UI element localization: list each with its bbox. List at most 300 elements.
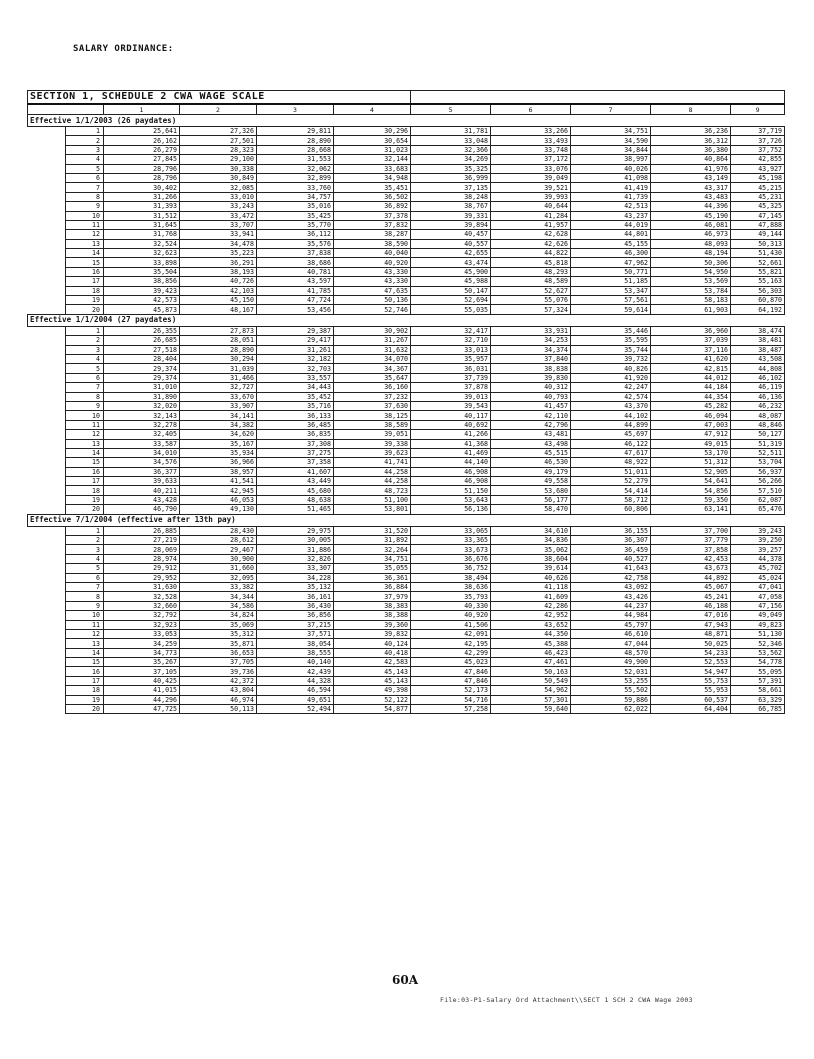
salary-cell: 46,908	[411, 467, 491, 476]
table-row	[28, 364, 785, 373]
salary-cell: 63,329	[731, 695, 785, 704]
salary-cell: 48,293	[491, 267, 571, 276]
salary-cell: 29,975	[257, 526, 334, 535]
salary-cell: 39,051	[334, 430, 411, 439]
salary-cell: 45,024	[731, 573, 785, 582]
table-row	[28, 345, 785, 354]
salary-cell: 46,136	[731, 392, 785, 401]
salary-cell: 46,423	[491, 648, 571, 657]
salary-cell: 43,330	[334, 277, 411, 286]
step-number: 7	[66, 183, 104, 192]
step-number: 12	[66, 230, 104, 239]
salary-cell: 37,116	[651, 345, 731, 354]
salary-cell: 56,303	[731, 286, 785, 295]
table-row	[28, 536, 785, 545]
salary-cell: 42,628	[491, 230, 571, 239]
salary-cell: 46,094	[651, 411, 731, 420]
salary-cell: 36,966	[180, 458, 257, 467]
salary-cell: 45,515	[491, 448, 571, 457]
salary-cell: 47,635	[334, 286, 411, 295]
salary-cell: 40,864	[651, 155, 731, 164]
salary-cell: 54,856	[651, 486, 731, 495]
table-row	[28, 164, 785, 173]
salary-cell: 35,325	[411, 164, 491, 173]
row-lead	[28, 202, 66, 211]
salary-cell: 34,269	[411, 155, 491, 164]
salary-cell: 44,892	[651, 573, 731, 582]
salary-cell: 36,307	[571, 536, 651, 545]
salary-cell: 28,890	[257, 136, 334, 145]
table-row	[28, 239, 785, 248]
salary-cell: 47,044	[571, 639, 651, 648]
salary-cell: 57,324	[491, 305, 571, 314]
salary-cell: 31,466	[180, 373, 257, 382]
salary-cell: 44,019	[571, 220, 651, 229]
salary-cell: 42,945	[180, 486, 257, 495]
step-number: 12	[66, 430, 104, 439]
salary-cell: 43,330	[334, 267, 411, 276]
salary-cell: 55,953	[651, 686, 731, 695]
step-number: 11	[66, 420, 104, 429]
row-lead	[28, 296, 66, 305]
salary-cell: 32,660	[104, 601, 180, 610]
salary-cell: 53,562	[731, 648, 785, 657]
step-number: 5	[66, 564, 104, 573]
table-row	[28, 458, 785, 467]
salary-cell: 34,344	[180, 592, 257, 601]
salary-cell: 45,150	[180, 296, 257, 305]
salary-cell: 51,150	[411, 486, 491, 495]
column-header: 1	[104, 104, 180, 115]
salary-cell: 34,610	[491, 526, 571, 535]
salary-cell: 33,243	[180, 202, 257, 211]
step-number: 1	[66, 127, 104, 136]
row-lead	[28, 127, 66, 136]
salary-cell: 49,558	[491, 477, 571, 486]
table-row	[28, 155, 785, 164]
salary-cell: 35,744	[571, 345, 651, 354]
salary-cell: 32,710	[411, 336, 491, 345]
row-lead	[28, 620, 66, 629]
salary-cell: 35,069	[180, 620, 257, 629]
salary-cell: 48,167	[180, 305, 257, 314]
salary-cell: 35,647	[334, 373, 411, 382]
salary-cell: 33,493	[491, 136, 571, 145]
salary-cell: 36,161	[257, 592, 334, 601]
step-number: 4	[66, 354, 104, 363]
salary-cell: 43,804	[180, 686, 257, 695]
salary-cell: 50,771	[571, 267, 651, 276]
salary-cell: 34,070	[334, 354, 411, 363]
salary-cell: 39,331	[411, 211, 491, 220]
salary-cell: 52,905	[651, 467, 731, 476]
salary-cell: 37,215	[257, 620, 334, 629]
salary-cell: 33,760	[257, 183, 334, 192]
salary-cell: 44,012	[651, 373, 731, 382]
salary-cell: 46,594	[257, 686, 334, 695]
salary-cell: 43,474	[411, 258, 491, 267]
salary-cell: 45,215	[731, 183, 785, 192]
salary-cell: 43,927	[731, 164, 785, 173]
salary-cell: 30,005	[257, 536, 334, 545]
salary-cell: 39,830	[491, 373, 571, 382]
salary-cell: 63,141	[651, 505, 731, 514]
table-row	[28, 277, 785, 286]
salary-cell: 40,026	[571, 164, 651, 173]
row-lead	[28, 629, 66, 638]
salary-cell: 58,470	[491, 505, 571, 514]
salary-cell: 42,583	[334, 658, 411, 667]
salary-cell: 39,521	[491, 183, 571, 192]
salary-cell: 44,296	[104, 695, 180, 704]
salary-cell: 27,326	[180, 127, 257, 136]
section-heading-row	[28, 314, 785, 326]
salary-cell: 57,510	[731, 486, 785, 495]
row-lead	[28, 336, 66, 345]
salary-cell: 52,173	[411, 686, 491, 695]
salary-cell: 34,590	[571, 136, 651, 145]
salary-cell: 41,469	[411, 448, 491, 457]
row-lead	[28, 173, 66, 182]
step-number: 2	[66, 536, 104, 545]
salary-cell: 47,145	[731, 211, 785, 220]
salary-cell: 36,236	[651, 127, 731, 136]
salary-cell: 37,105	[104, 667, 180, 676]
salary-cell: 41,015	[104, 686, 180, 695]
salary-cell: 34,836	[491, 536, 571, 545]
salary-cell: 28,796	[104, 164, 180, 173]
salary-cell: 30,900	[180, 554, 257, 563]
salary-cell: 38,474	[731, 326, 785, 335]
salary-cell: 56,136	[411, 505, 491, 514]
salary-cell: 45,231	[731, 192, 785, 201]
salary-cell: 34,620	[180, 430, 257, 439]
salary-cell: 27,518	[104, 345, 180, 354]
salary-cell: 39,423	[104, 286, 180, 295]
step-number: 14	[66, 448, 104, 457]
salary-cell: 41,368	[411, 439, 491, 448]
table-row	[28, 305, 785, 314]
salary-cell: 46,790	[104, 505, 180, 514]
salary-cell: 32,264	[334, 545, 411, 554]
salary-cell: 55,163	[731, 277, 785, 286]
salary-cell: 45,818	[491, 258, 571, 267]
salary-cell: 47,016	[651, 611, 731, 620]
salary-cell: 49,398	[334, 686, 411, 695]
salary-cell: 40,425	[104, 676, 180, 685]
row-lead	[28, 267, 66, 276]
table-row	[28, 695, 785, 704]
row-lead	[28, 639, 66, 648]
table-row	[28, 136, 785, 145]
row-lead	[28, 686, 66, 695]
step-number: 5	[66, 364, 104, 373]
salary-cell: 31,553	[257, 155, 334, 164]
salary-cell: 42,091	[411, 629, 491, 638]
salary-cell: 31,890	[104, 392, 180, 401]
row-lead	[28, 145, 66, 154]
salary-cell: 25,641	[104, 127, 180, 136]
salary-cell: 42,626	[491, 239, 571, 248]
salary-cell: 45,697	[571, 430, 651, 439]
salary-cell: 31,892	[334, 536, 411, 545]
table-row	[28, 373, 785, 382]
salary-cell: 46,102	[731, 373, 785, 382]
salary-cell: 39,732	[571, 354, 651, 363]
salary-cell: 52,746	[334, 305, 411, 314]
salary-cell: 40,211	[104, 486, 180, 495]
column-header-step	[28, 104, 104, 115]
table-row	[28, 639, 785, 648]
salary-cell: 28,890	[180, 345, 257, 354]
salary-cell: 39,832	[334, 629, 411, 638]
column-header: 3	[257, 104, 334, 115]
step-number: 1	[66, 526, 104, 535]
step-number: 1	[66, 326, 104, 335]
salary-cell: 30,294	[180, 354, 257, 363]
salary-cell: 39,894	[411, 220, 491, 229]
salary-cell: 41,739	[571, 192, 651, 201]
salary-cell: 48,871	[651, 629, 731, 638]
salary-cell: 36,502	[334, 192, 411, 201]
salary-cell: 47,962	[571, 258, 651, 267]
table-row	[28, 286, 785, 295]
salary-cell: 41,620	[651, 354, 731, 363]
salary-cell: 32,417	[411, 326, 491, 335]
salary-cell: 35,770	[257, 220, 334, 229]
salary-cell: 45,325	[731, 202, 785, 211]
salary-cell: 33,748	[491, 145, 571, 154]
salary-cell: 49,015	[651, 439, 731, 448]
salary-cell: 41,506	[411, 620, 491, 629]
salary-cell: 49,144	[731, 230, 785, 239]
salary-cell: 54,641	[651, 477, 731, 486]
salary-cell: 42,299	[411, 648, 491, 657]
salary-cell: 33,010	[180, 192, 257, 201]
row-lead	[28, 611, 66, 620]
salary-cell: 34,773	[104, 648, 180, 657]
salary-cell: 29,811	[257, 127, 334, 136]
salary-cell: 50,306	[651, 258, 731, 267]
salary-cell: 54,962	[491, 686, 571, 695]
salary-cell: 60,870	[731, 296, 785, 305]
salary-cell: 33,382	[180, 582, 257, 591]
salary-cell: 61,903	[651, 305, 731, 314]
row-lead	[28, 495, 66, 504]
table-row	[28, 495, 785, 504]
row-lead	[28, 220, 66, 229]
salary-cell: 29,387	[257, 326, 334, 335]
salary-cell: 31,010	[104, 383, 180, 392]
salary-cell: 39,257	[731, 545, 785, 554]
salary-cell: 45,900	[411, 267, 491, 276]
column-header: 7	[571, 104, 651, 115]
salary-cell: 51,319	[731, 439, 785, 448]
salary-cell: 57,301	[491, 695, 571, 704]
salary-cell: 31,261	[257, 345, 334, 354]
salary-cell: 32,923	[104, 620, 180, 629]
salary-cell: 36,485	[257, 420, 334, 429]
salary-cell: 36,380	[651, 145, 731, 154]
salary-cell: 47,058	[731, 592, 785, 601]
salary-cell: 38,997	[571, 155, 651, 164]
salary-cell: 37,308	[257, 439, 334, 448]
salary-cell: 38,957	[180, 467, 257, 476]
salary-cell: 52,031	[571, 667, 651, 676]
step-number: 19	[66, 495, 104, 504]
salary-cell: 59,886	[571, 695, 651, 704]
salary-cell: 45,198	[731, 173, 785, 182]
step-number: 17	[66, 277, 104, 286]
salary-cell: 47,888	[731, 220, 785, 229]
salary-cell: 38,248	[411, 192, 491, 201]
salary-cell: 44,378	[731, 554, 785, 563]
salary-cell: 47,003	[651, 420, 731, 429]
salary-cell: 43,498	[491, 439, 571, 448]
salary-cell: 55,076	[491, 296, 571, 305]
row-lead	[28, 477, 66, 486]
salary-cell: 30,296	[334, 127, 411, 136]
row-lead	[28, 554, 66, 563]
table-row	[28, 648, 785, 657]
salary-cell: 47,846	[411, 667, 491, 676]
salary-cell: 36,155	[571, 526, 651, 535]
step-number: 17	[66, 477, 104, 486]
salary-cell: 43,652	[491, 620, 571, 629]
row-lead	[28, 258, 66, 267]
salary-cell: 37,700	[651, 526, 731, 535]
salary-cell: 44,350	[491, 629, 571, 638]
salary-cell: 42,103	[180, 286, 257, 295]
salary-cell: 40,920	[411, 611, 491, 620]
salary-cell: 29,467	[180, 545, 257, 554]
salary-cell: 46,908	[411, 477, 491, 486]
salary-cell: 47,617	[571, 448, 651, 457]
salary-cell: 53,680	[491, 486, 571, 495]
salary-cell: 35,223	[180, 249, 257, 258]
salary-cell: 49,179	[491, 467, 571, 476]
salary-cell: 32,524	[104, 239, 180, 248]
salary-cell: 34,757	[257, 192, 334, 201]
salary-cell: 52,511	[731, 448, 785, 457]
salary-cell: 33,307	[257, 564, 334, 573]
salary-cell: 33,013	[411, 345, 491, 354]
salary-cell: 47,912	[651, 430, 731, 439]
salary-cell: 53,784	[651, 286, 731, 295]
salary-cell: 52,122	[334, 695, 411, 704]
salary-cell: 40,312	[491, 383, 571, 392]
salary-cell: 40,124	[334, 639, 411, 648]
step-number: 11	[66, 620, 104, 629]
row-lead	[28, 373, 66, 382]
table-row	[28, 686, 785, 695]
salary-cell: 37,172	[491, 155, 571, 164]
salary-cell: 36,459	[571, 545, 651, 554]
salary-cell: 34,010	[104, 448, 180, 457]
salary-cell: 35,595	[571, 336, 651, 345]
table-row	[28, 326, 785, 335]
step-number: 9	[66, 401, 104, 410]
salary-cell: 43,428	[104, 495, 180, 504]
row-lead	[28, 155, 66, 164]
salary-cell: 52,661	[731, 258, 785, 267]
salary-cell: 31,781	[411, 127, 491, 136]
row-lead	[28, 439, 66, 448]
salary-cell: 46,232	[731, 401, 785, 410]
salary-cell: 40,781	[257, 267, 334, 276]
step-number: 10	[66, 211, 104, 220]
row-lead	[28, 448, 66, 457]
salary-cell: 51,011	[571, 467, 651, 476]
salary-cell: 41,118	[491, 582, 571, 591]
salary-cell: 46,188	[651, 601, 731, 610]
salary-cell: 50,136	[334, 296, 411, 305]
step-number: 20	[66, 505, 104, 514]
salary-cell: 31,768	[104, 230, 180, 239]
salary-cell: 55,035	[411, 305, 491, 314]
step-number: 6	[66, 573, 104, 582]
salary-cell: 29,912	[104, 564, 180, 573]
salary-cell: 34,844	[571, 145, 651, 154]
salary-cell: 36,752	[411, 564, 491, 573]
table-row	[28, 611, 785, 620]
salary-cell: 50,147	[411, 286, 491, 295]
column-header-row	[28, 104, 785, 115]
salary-cell: 38,494	[411, 573, 491, 582]
row-lead	[28, 430, 66, 439]
salary-cell: 53,801	[334, 505, 411, 514]
salary-cell: 54,947	[651, 667, 731, 676]
section-heading: Effective 1/1/2003 (26 paydates)	[28, 115, 785, 127]
step-number: 18	[66, 686, 104, 695]
salary-cell: 40,457	[411, 230, 491, 239]
salary-cell: 50,113	[180, 705, 257, 714]
salary-cell: 32,095	[180, 573, 257, 582]
table-row	[28, 230, 785, 239]
salary-cell: 26,685	[104, 336, 180, 345]
step-number: 18	[66, 286, 104, 295]
salary-cell: 45,143	[334, 676, 411, 685]
salary-cell: 43,449	[257, 477, 334, 486]
salary-cell: 35,871	[180, 639, 257, 648]
salary-cell: 53,704	[731, 458, 785, 467]
salary-cell: 44,396	[651, 202, 731, 211]
salary-cell: 37,275	[257, 448, 334, 457]
step-number: 18	[66, 486, 104, 495]
salary-cell: 35,062	[491, 545, 571, 554]
salary-cell: 41,284	[491, 211, 571, 220]
table-row	[28, 620, 785, 629]
table-row	[28, 430, 785, 439]
salary-cell: 41,643	[571, 564, 651, 573]
step-number: 15	[66, 658, 104, 667]
salary-cell: 35,957	[411, 354, 491, 363]
step-number: 7	[66, 383, 104, 392]
salary-cell: 30,902	[334, 326, 411, 335]
salary-cell: 42,573	[104, 296, 180, 305]
salary-cell: 47,725	[104, 705, 180, 714]
salary-cell: 38,838	[491, 364, 571, 373]
salary-cell: 45,067	[651, 582, 731, 591]
row-lead	[28, 392, 66, 401]
row-lead	[28, 383, 66, 392]
salary-cell: 40,692	[411, 420, 491, 429]
table-row	[28, 486, 785, 495]
step-number: 10	[66, 411, 104, 420]
salary-cell: 28,612	[180, 536, 257, 545]
salary-cell: 46,119	[731, 383, 785, 392]
salary-cell: 33,053	[104, 629, 180, 638]
